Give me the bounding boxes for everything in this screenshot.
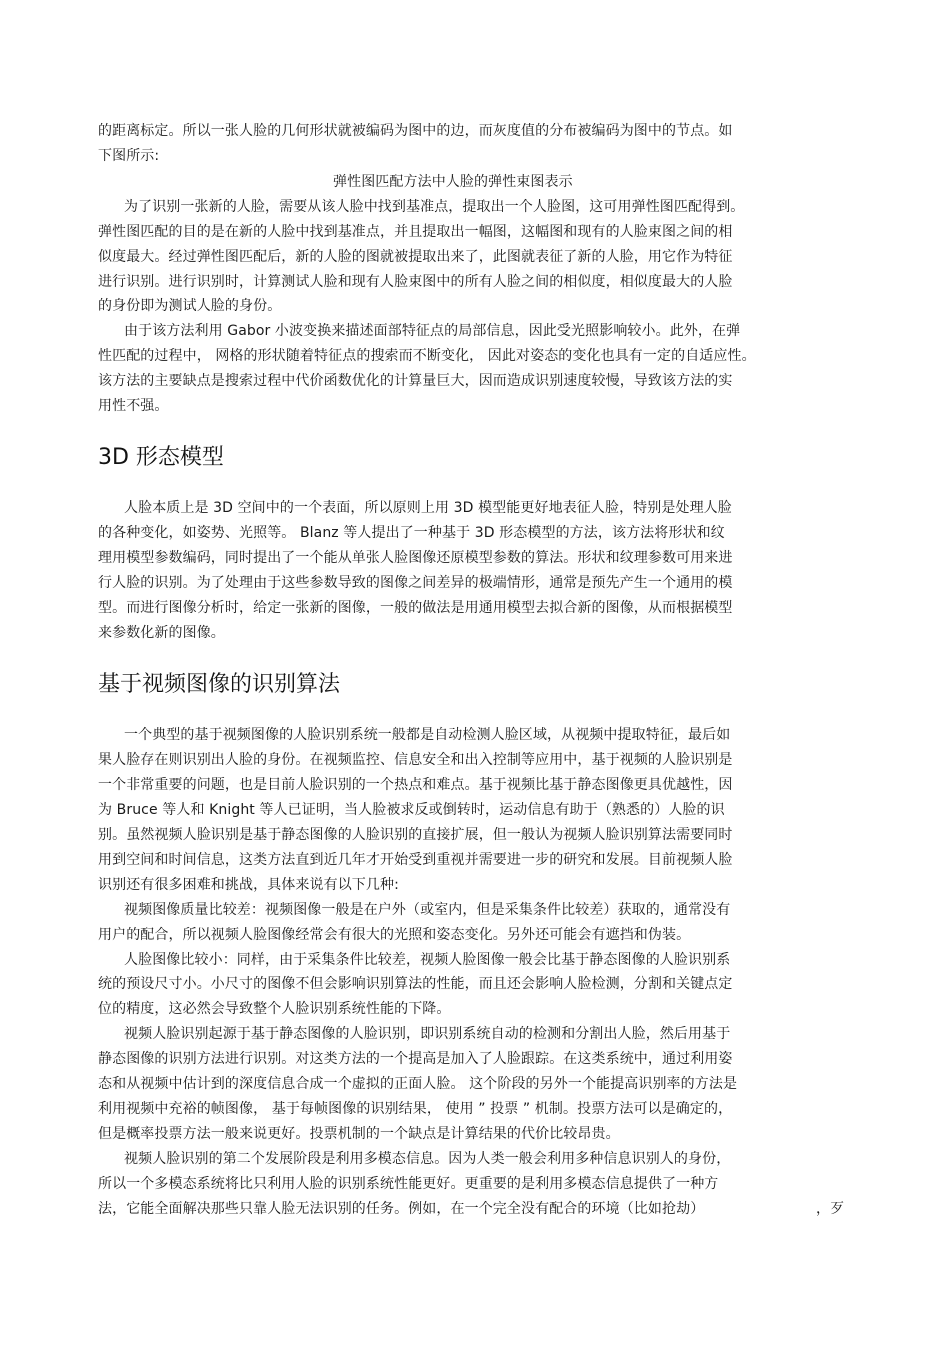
paragraph-line: 统的预设尺寸小。小尺寸的图像不但会影响识别算法的性能，而且还会影响人脸检测，分割和关键点定: [98, 976, 733, 992]
paragraph-line: 用性不强。: [98, 398, 169, 414]
paragraph-line: 该方法的主要缺点是搜索过程中代价函数优化的计算量巨大，因而造成识别速度较慢，导致该方法的实: [98, 373, 733, 389]
figure-caption: 弹性图匹配方法中人脸的弹性束图表示: [333, 174, 573, 190]
paragraph-line: 的身份即为测试人脸的身份。: [98, 298, 282, 314]
paragraph-line: 视频人脸识别起源于基于静态图像的人脸识别，即识别系统自动的检测和分割出人脸，然后用基于: [124, 1026, 731, 1042]
paragraph-line: 似度最大。经过弹性图匹配后，新的人脸的图就被提取出来了，此图就表征了新的人脸，用它作为特征: [98, 249, 733, 265]
paragraph-line: 来参数化新的图像。: [98, 625, 225, 641]
paragraph-line: 一个典型的基于视频图像的人脸识别系统一般都是自动检测人脸区域，从视频中提取特征，最后如: [124, 727, 731, 743]
paragraph-line: 用到空间和时间信息，这类方法直到近几年才开始受到重视并需要进一步的研究和发展。目前视频人脸: [98, 852, 733, 868]
paragraph-line: 别。虽然视频人脸识别是基于静态图像的人脸识别的直接扩展，但一般认为视频人脸识别算法需要同时: [98, 827, 733, 843]
paragraph-line: 静态图像的识别方法进行识别。对这类方法的一个提高是加入了人脸跟踪。在这类系统中，通过利用姿: [98, 1051, 733, 1067]
paragraph-line: 理用模型参数编码，同时提出了一个能从单张人脸图像还原模型参数的算法。形状和纹理参数可用来进: [98, 550, 733, 566]
paragraph-line: 的距离标定。所以一张人脸的几何形状就被编码为图中的边，而灰度值的分布被编码为图中的节点。如: [98, 123, 733, 139]
paragraph-line: 果人脸存在则识别出人脸的身份。在视频监控、信息安全和出入控制等应用中，基于视频的人脸识别是: [98, 752, 733, 768]
paragraph-line: 利用视频中充裕的帧图像， 基于每帧图像的识别结果， 使用 ” 投票 ” 机制。投票方法可以是确定的，: [98, 1101, 733, 1117]
paragraph-line: 但是概率投票方法一般来说更好。投票机制的一个缺点是计算结果的代价比较昂贵。: [98, 1126, 620, 1142]
paragraph-line: ，歹: [816, 1201, 845, 1217]
section-heading-3d-model: 3D 形态模型: [98, 445, 224, 470]
paragraph-line: 为了识别一张新的人脸，需要从该人脸中找到基准点，提取出一个人脸图，这可用弹性图匹配得到。: [124, 199, 745, 215]
paragraph-line: 视频人脸识别的第二个发展阶段是利用多模态信息。因为人类一般会利用多种信息识别人的身份，: [124, 1151, 731, 1167]
paragraph-line: 型。而进行图像分析时，给定一张新的图像，一般的做法是用通用模型去拟合新的图像，从而根据模型: [98, 600, 733, 616]
paragraph-line: 位的精度，这必然会导致整个人脸识别系统性能的下降。: [98, 1001, 451, 1017]
paragraph-line: 性匹配的过程中， 网格的形状随着特征点的搜索而不断变化， 因此对姿态的变化也具有一定的自适应性。: [98, 348, 756, 364]
paragraph-line: 弹性图匹配的目的是在新的人脸中找到基准点，并且提取出一幅图，这幅图和现有的人脸束图之间的相: [98, 224, 733, 240]
section-heading-video-recognition: 基于视频图像的识别算法: [98, 672, 341, 697]
paragraph-line: 下图所示:: [98, 148, 160, 164]
paragraph-line: 人脸本质上是 3D 空间中的一个表面，所以原则上用 3D 模型能更好地表征人脸，特别是处理人脸: [124, 500, 732, 516]
paragraph-line: 一个非常重要的问题，也是目前人脸识别的一个热点和难点。基于视频比基于静态图像更具优越性，因: [98, 777, 733, 793]
paragraph-line: 所以一个多模态系统将比只利用人脸的识别系统性能更好。更重要的是利用多模态信息提供了一种方: [98, 1176, 719, 1192]
paragraph-line: 识别还有很多困难和挑战，具体来说有以下几种:: [98, 877, 399, 893]
paragraph-line: 法，它能全面解决那些只靠人脸无法识别的任务。例如，在一个完全没有配合的环境（比如抢劫）: [98, 1201, 705, 1217]
paragraph-line: 用户的配合，所以视频人脸图像经常会有很大的光照和姿态变化。另外还可能会有遮挡和伪装。: [98, 927, 691, 943]
paragraph-line: 态和从视频中估计到的深度信息合成一个虚拟的正面人脸。 这个阶段的另外一个能提高识别率的方法是: [98, 1076, 738, 1092]
paragraph-line: 行人脸的识别。为了处理由于这些参数导致的图像之间差异的极端情形，通常是预先产生一个通用的模: [98, 575, 733, 591]
paragraph-line: 人脸图像比较小：同样，由于采集条件比较差，视频人脸图像一般会比基于静态图像的人脸识别系: [124, 952, 731, 968]
paragraph-line: 进行识别。进行识别时，计算测试人脸和现有人脸束图中的所有人脸之间的相似度，相似度最大的人脸: [98, 274, 733, 290]
paragraph-line: 的各种变化，如姿势、光照等。 Blanz 等人提出了一种基于 3D 形态模型的方法，该方法将形状和纹: [98, 525, 725, 541]
paragraph-line: 由于该方法利用 Gabor 小波变换来描述面部特征点的局部信息，因此受光照影响较小。此外，在弹: [124, 323, 741, 339]
paragraph-line: 为 Bruce 等人和 Knight 等人已证明，当人脸被求反或倒转时，运动信息有助于（熟悉的）人脸的识: [98, 802, 725, 818]
paragraph-line: 视频图像质量比较差：视频图像一般是在户外（或室内，但是采集条件比较差）获取的，通常没有: [124, 902, 731, 918]
